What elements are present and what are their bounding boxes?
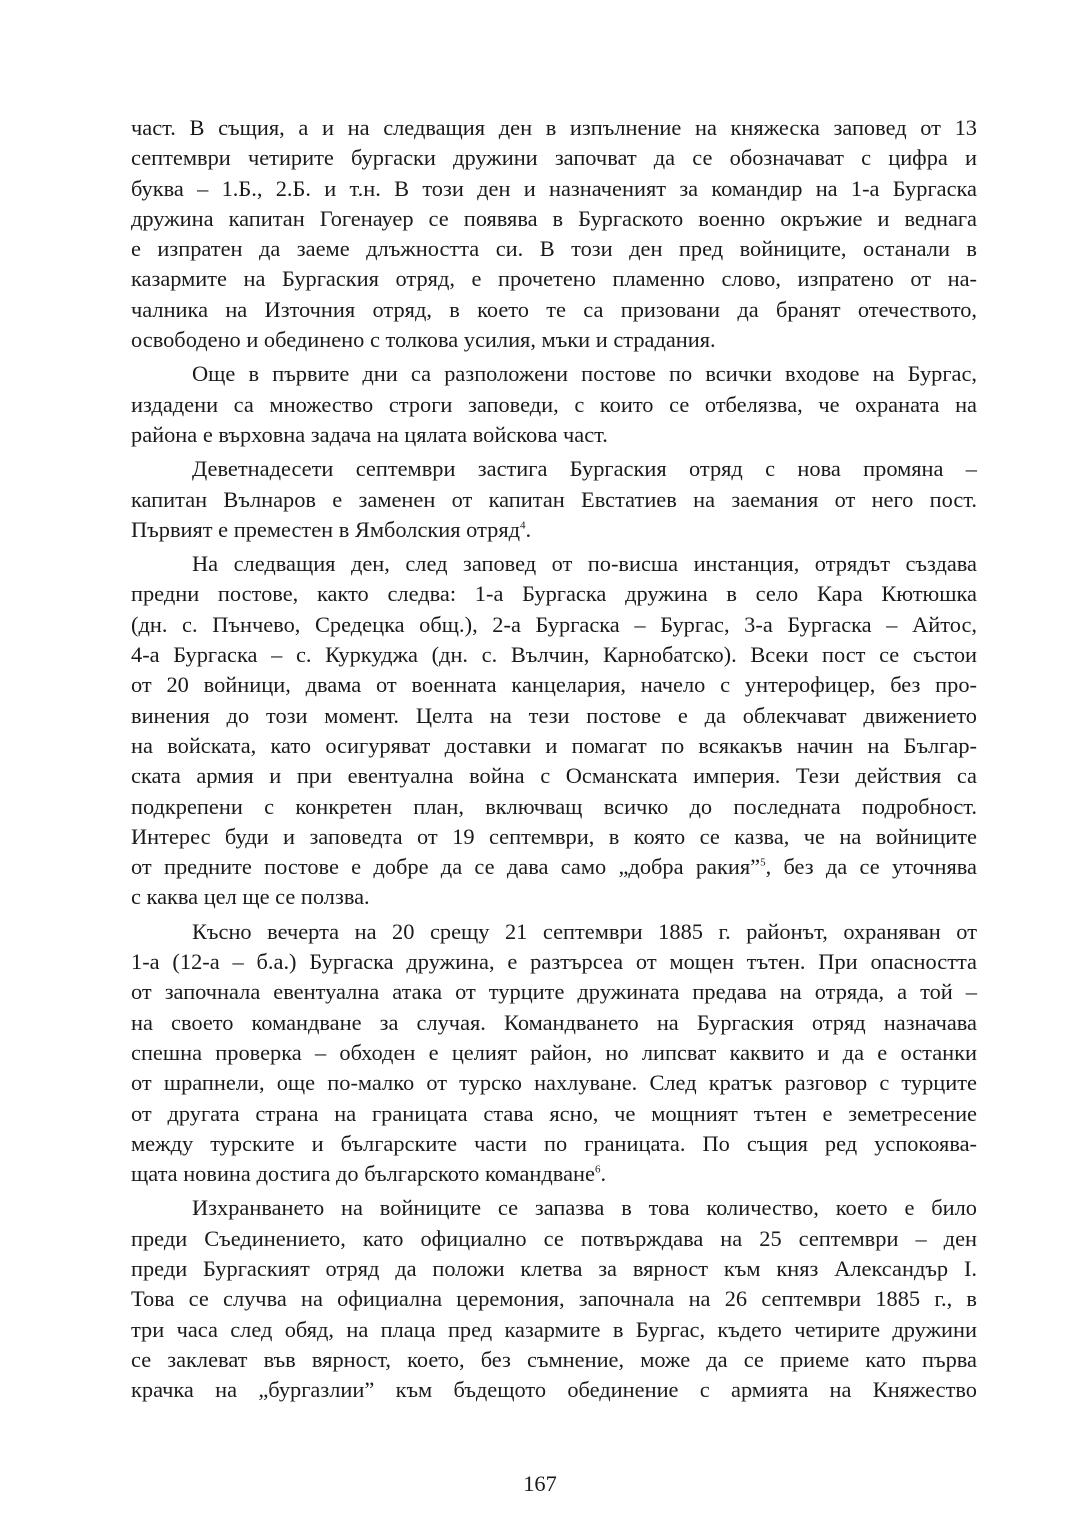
text-line: преди Бургаският отряд да положи клетва за вярност към княз Александър I. [131,1255,977,1281]
text-line: Деветнадесети септември застига Бургаския отряд с нова промяна – [192,456,977,482]
text-line: от 20 войници, двама от военната канцелария, начело с унтерофицер, без про- [131,672,977,698]
text-line: Късно вечерта на 20 срещу 21 септември 1885 г. районът, охраняван от [192,918,977,944]
text-line: предни постове, както следва: 1-а Бургаска дружина в село Кара Кютюшка [131,581,977,607]
text-line: района е върховна задача на цялата войскова част. [131,421,608,447]
paragraph-5 [131,917,977,1190]
text-line: на своето командване за случая. Командването на Бургаския отряд назначава [131,1009,977,1035]
paragraph-3 [131,454,977,545]
text-line: преди Съединението, като официално се потвърждава на 25 септември – ден [131,1225,977,1251]
text-line: освободено и обединено с толкова усилия, мъки и страдания. [131,327,716,353]
text-segment: щата новина достига до българското командване [131,1161,595,1187]
text-line: буква – 1.Б., 2.Б. и т.н. В този ден и назначеният за командир на 1-а Бургаска [131,175,977,201]
text-line: част. В същия, а и на следващия ден в изпълнение на княжеска заповед от 13 [131,115,977,140]
text-line: спешна проверка – обходен е целият район, но липсват каквито и да е останки [131,1039,977,1065]
page-number: 167 [523,1471,557,1496]
text-line: подкрепени с конкретен план, включващ всичко до последната подробност. [131,793,977,819]
text-line: на войската, като осигуряват доставки и помагат по всякакъв начин на Българ- [131,732,977,758]
text-line: Първият е преместен в Ямболския отряд$^4$. [131,516,532,542]
text-line: крачка на „бургазлии” към бъдещото обединение с армията на Княжество [131,1377,977,1403]
text-line: Това се случва на официална церемония, започнала на 26 септември 1885 г., в [131,1286,977,1312]
text-line: ската армия и при евентуална война с Османската империя. Тези действия са [131,763,977,789]
text-line: щата новина достига до българското командване$^6$. [131,1161,607,1187]
text-line: от другата страна на границата става ясно, че мощният тътен е земетресение [131,1100,977,1126]
paragraph-1 [131,113,977,355]
text-line: капитан Вълнаров е заменен от капитан Евстатиев на заемания от него пост. [131,486,977,512]
paragraph-6 [131,1193,977,1405]
text-line: винения до този момент. Целта на тези постове е да облекчават движението [131,702,977,728]
footnote-ref: 4 [520,519,526,532]
text-segment: Първият е преместен в Ямболския отряд [131,516,521,542]
text-line: 1-а (12-а – б.а.) Бургаска дружина, е разтърсеа от мощен тътен. При опасността [131,949,977,975]
text-line: чалника на Източния отряд, в което те са призовани да бранят отечеството, [131,296,977,322]
paragraph-4 [131,549,977,913]
text-segment: , без да се уточнява [765,854,977,880]
text-line: казармите на Бургаския отряд, е прочетено пламенно слово, изпратено от на- [131,266,977,292]
text-line: 4-а Бургаска – с. Куркуджа (дн. с. Вълчин, Карнобатско). Всеки пост се състои [131,642,977,668]
text-line: септември четирите бургаски дружини започват да се обозначават с цифра и [131,145,977,171]
footnote-ref: 5 [760,856,766,869]
text-line: Интерес буди и заповедта от 19 септември, в която се казва, че на войниците [131,823,977,849]
text-line: между турските и българските части по границата. По същия ред успокоява- [131,1130,977,1156]
paragraph-2 [131,359,977,450]
text-line: с каква цел ще се ползва. [131,884,370,910]
footnote-ref: 6 [594,1163,601,1176]
text-segment: от предните постове е добре да се дава само „добра ракия” [131,854,761,880]
text-line: На следващия ден, след заповед от по-висша инстанция, отрядът създава [192,551,977,577]
text-line: Още в първите дни са разположени постове по всички входове на Бургас, [192,361,977,387]
text-line: е изпратен да заеме длъжността си. В този ден пред войниците, останали в [131,236,977,262]
text-line: три часа след обяд, на плаца пред казармите в Бургас, където четирите дружини [131,1316,977,1342]
text-line: издадени са множество строги заповеди, с които се отбелязва, че охраната на [131,391,977,417]
text-line: Изхранването на войниците се запазва в това количество, което е било [192,1195,977,1221]
text-line: от започнала евентуална атака от турците дружината предава на отряда, а той – [131,979,977,1005]
text-line: от шрапнели, още по-малко от турско нахлуване. След кратък разговор с турците [131,1070,977,1096]
text-line: се заклеват във вярност, което, без съмнение, може да се приеме като първа [131,1346,977,1372]
body-text [131,113,977,1409]
text-line: дружина капитан Гогенауер се появява в Бургаското военно окръжие и веднага [131,205,977,231]
text-line [131,852,977,882]
text-line: (дн. с. Пънчево, Средецка общ.), 2-а Бургаска – Бургас, 3-а Бургаска – Айтос, [131,611,977,637]
